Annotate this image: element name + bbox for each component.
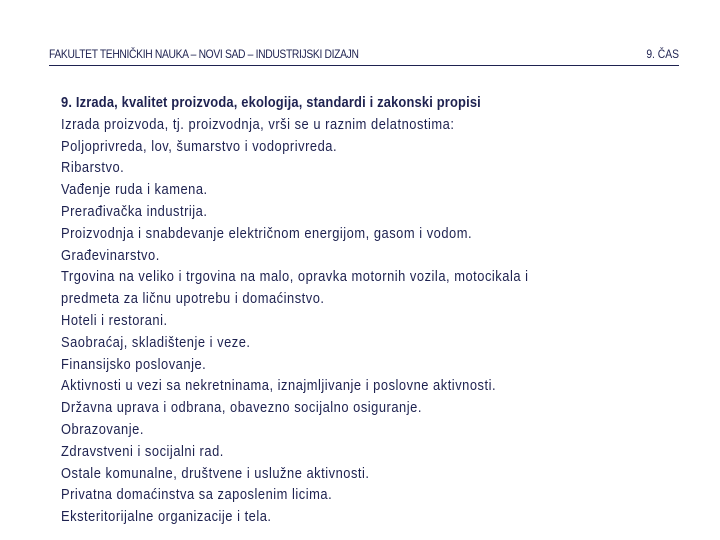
header-lesson-number: 9. ČAS xyxy=(646,47,679,61)
body-line: predmeta za ličnu upotrebu i domaćinstvo. xyxy=(61,290,325,308)
body-line: Obrazovanje. xyxy=(61,420,144,438)
body-line: Privatna domaćinstva sa zaposlenim licima. xyxy=(61,486,333,504)
body-line: Ostale komunalne, društvene i uslužne aktivnosti. xyxy=(61,464,370,482)
body-line: Proizvodnja i snabdevanje električnom energijom, gasom i vodom. xyxy=(61,224,473,242)
header-institution-title: FAKULTET TEHNIČKIH NAUKA – NOVI SAD – INDUSTRIJSKI DIZAJN xyxy=(49,47,359,61)
body-line: Hoteli i restorani. xyxy=(61,311,168,329)
body-line: Državna uprava i odbrana, obavezno socijalno osiguranje. xyxy=(61,399,422,417)
body-line: Prerađivačka industrija. xyxy=(61,202,208,220)
body-line: Poljoprivreda, lov, šumarstvo i vodoprivreda. xyxy=(61,137,338,155)
body-line: Ribarstvo. xyxy=(61,159,125,177)
body-line: Vađenje ruda i kamena. xyxy=(61,181,208,199)
slide-header xyxy=(49,47,679,66)
body-line: Trgovina na veliko i trgovina na malo, opravka motornih vozila, motocikala i xyxy=(61,268,529,286)
body-line: Finansijsko poslovanje. xyxy=(61,355,207,373)
body-line: Saobraćaj, skladištenje i veze. xyxy=(61,333,251,351)
section-heading: 9. Izrada, kvalitet proizvoda, ekologija, standardi i zakonski propisi xyxy=(61,94,481,111)
body-line: Aktivnosti u vezi sa nekretninama, iznajmljivanje i poslovne aktivnosti. xyxy=(61,377,497,395)
slide-body xyxy=(61,92,701,528)
body-line: Zdravstveni i socijalni rad. xyxy=(61,442,224,460)
body-line: Eksteritorijalne organizacije i tela. xyxy=(61,508,272,526)
body-line: Građevinarstvo. xyxy=(61,246,160,264)
body-line: Izrada proizvoda, tj. proizvodnja, vrši se u raznim delatnostima: xyxy=(61,115,455,133)
